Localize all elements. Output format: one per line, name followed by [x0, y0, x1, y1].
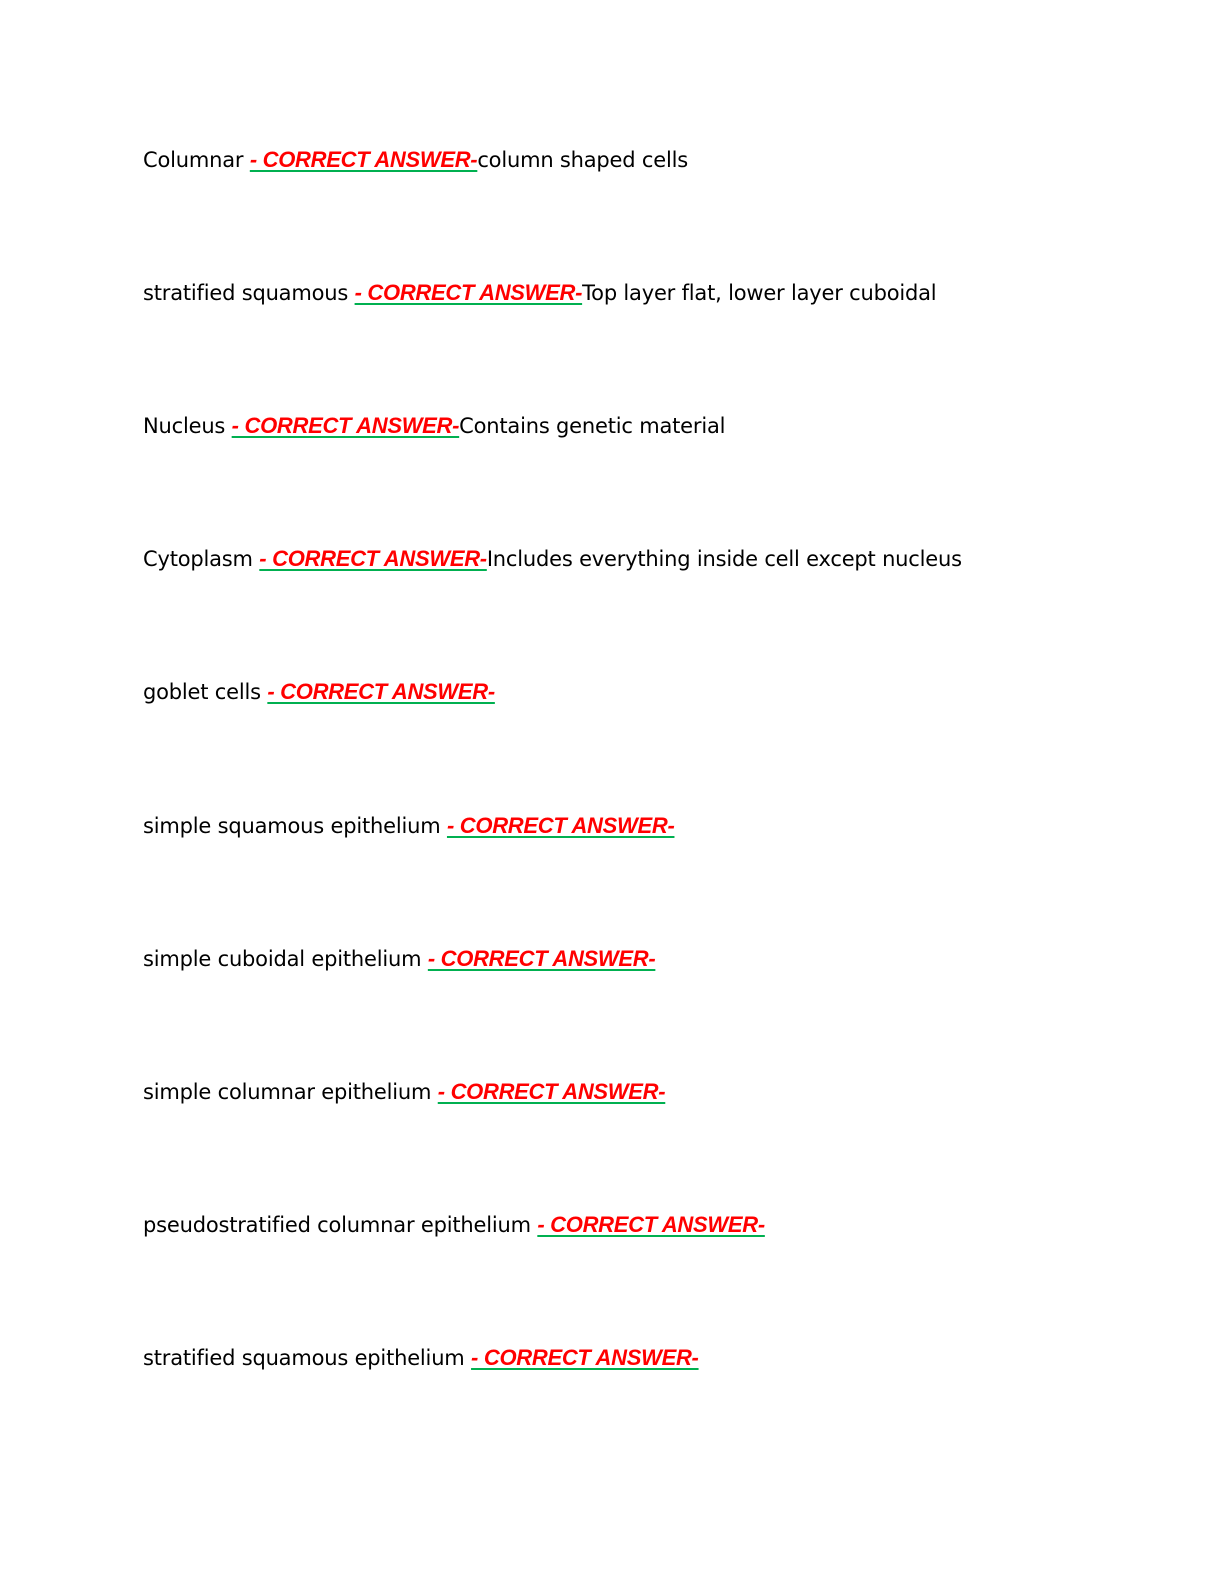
entry-term: stratified squamous [143, 281, 349, 305]
correct-answer-marker: - CORRECT ANSWER- [259, 546, 487, 571]
flashcard-entry [143, 146, 688, 174]
flashcard-entry [143, 945, 655, 973]
correct-answer-marker: - CORRECT ANSWER- [537, 1212, 765, 1237]
flashcard-entry [143, 412, 725, 440]
entry-term: simple columnar epithelium [143, 1080, 432, 1104]
flashcard-entry [143, 279, 936, 307]
flashcard-entry [143, 1344, 699, 1372]
correct-answer-marker: - CORRECT ANSWER- [427, 946, 656, 971]
entry-definition: column shaped cells [477, 148, 688, 172]
correct-answer-marker: - CORRECT ANSWER- [437, 1079, 666, 1104]
entry-definition: Top layer flat, lower layer cuboidal [582, 281, 937, 305]
entry-term: pseudostratified columnar epithelium [143, 1213, 531, 1237]
entry-term: Cytoplasm [143, 547, 253, 571]
entry-term: Columnar [143, 148, 244, 172]
correct-answer-marker: - CORRECT ANSWER- [249, 147, 478, 172]
flashcard-entry [143, 1078, 665, 1106]
flashcard-entry [143, 812, 674, 840]
correct-answer-marker: - CORRECT ANSWER- [471, 1345, 699, 1370]
flashcard-entry [143, 678, 495, 706]
entry-term: Nucleus [143, 414, 226, 438]
entry-term: stratified squamous epithelium [143, 1346, 465, 1370]
flashcard-entry [143, 1211, 765, 1239]
entry-definition: Includes everything inside cell except nucleus [486, 547, 962, 571]
correct-answer-marker: - CORRECT ANSWER- [231, 413, 460, 438]
entry-term: simple squamous epithelium [143, 814, 441, 838]
correct-answer-marker: - CORRECT ANSWER- [446, 813, 675, 838]
correct-answer-marker: - CORRECT ANSWER- [267, 679, 495, 704]
entry-term: goblet cells [143, 680, 261, 704]
flashcard-entry [143, 545, 962, 573]
correct-answer-marker: - CORRECT ANSWER- [354, 280, 583, 305]
entry-term: simple cuboidal epithelium [143, 947, 422, 971]
entry-definition: Contains genetic material [459, 414, 726, 438]
